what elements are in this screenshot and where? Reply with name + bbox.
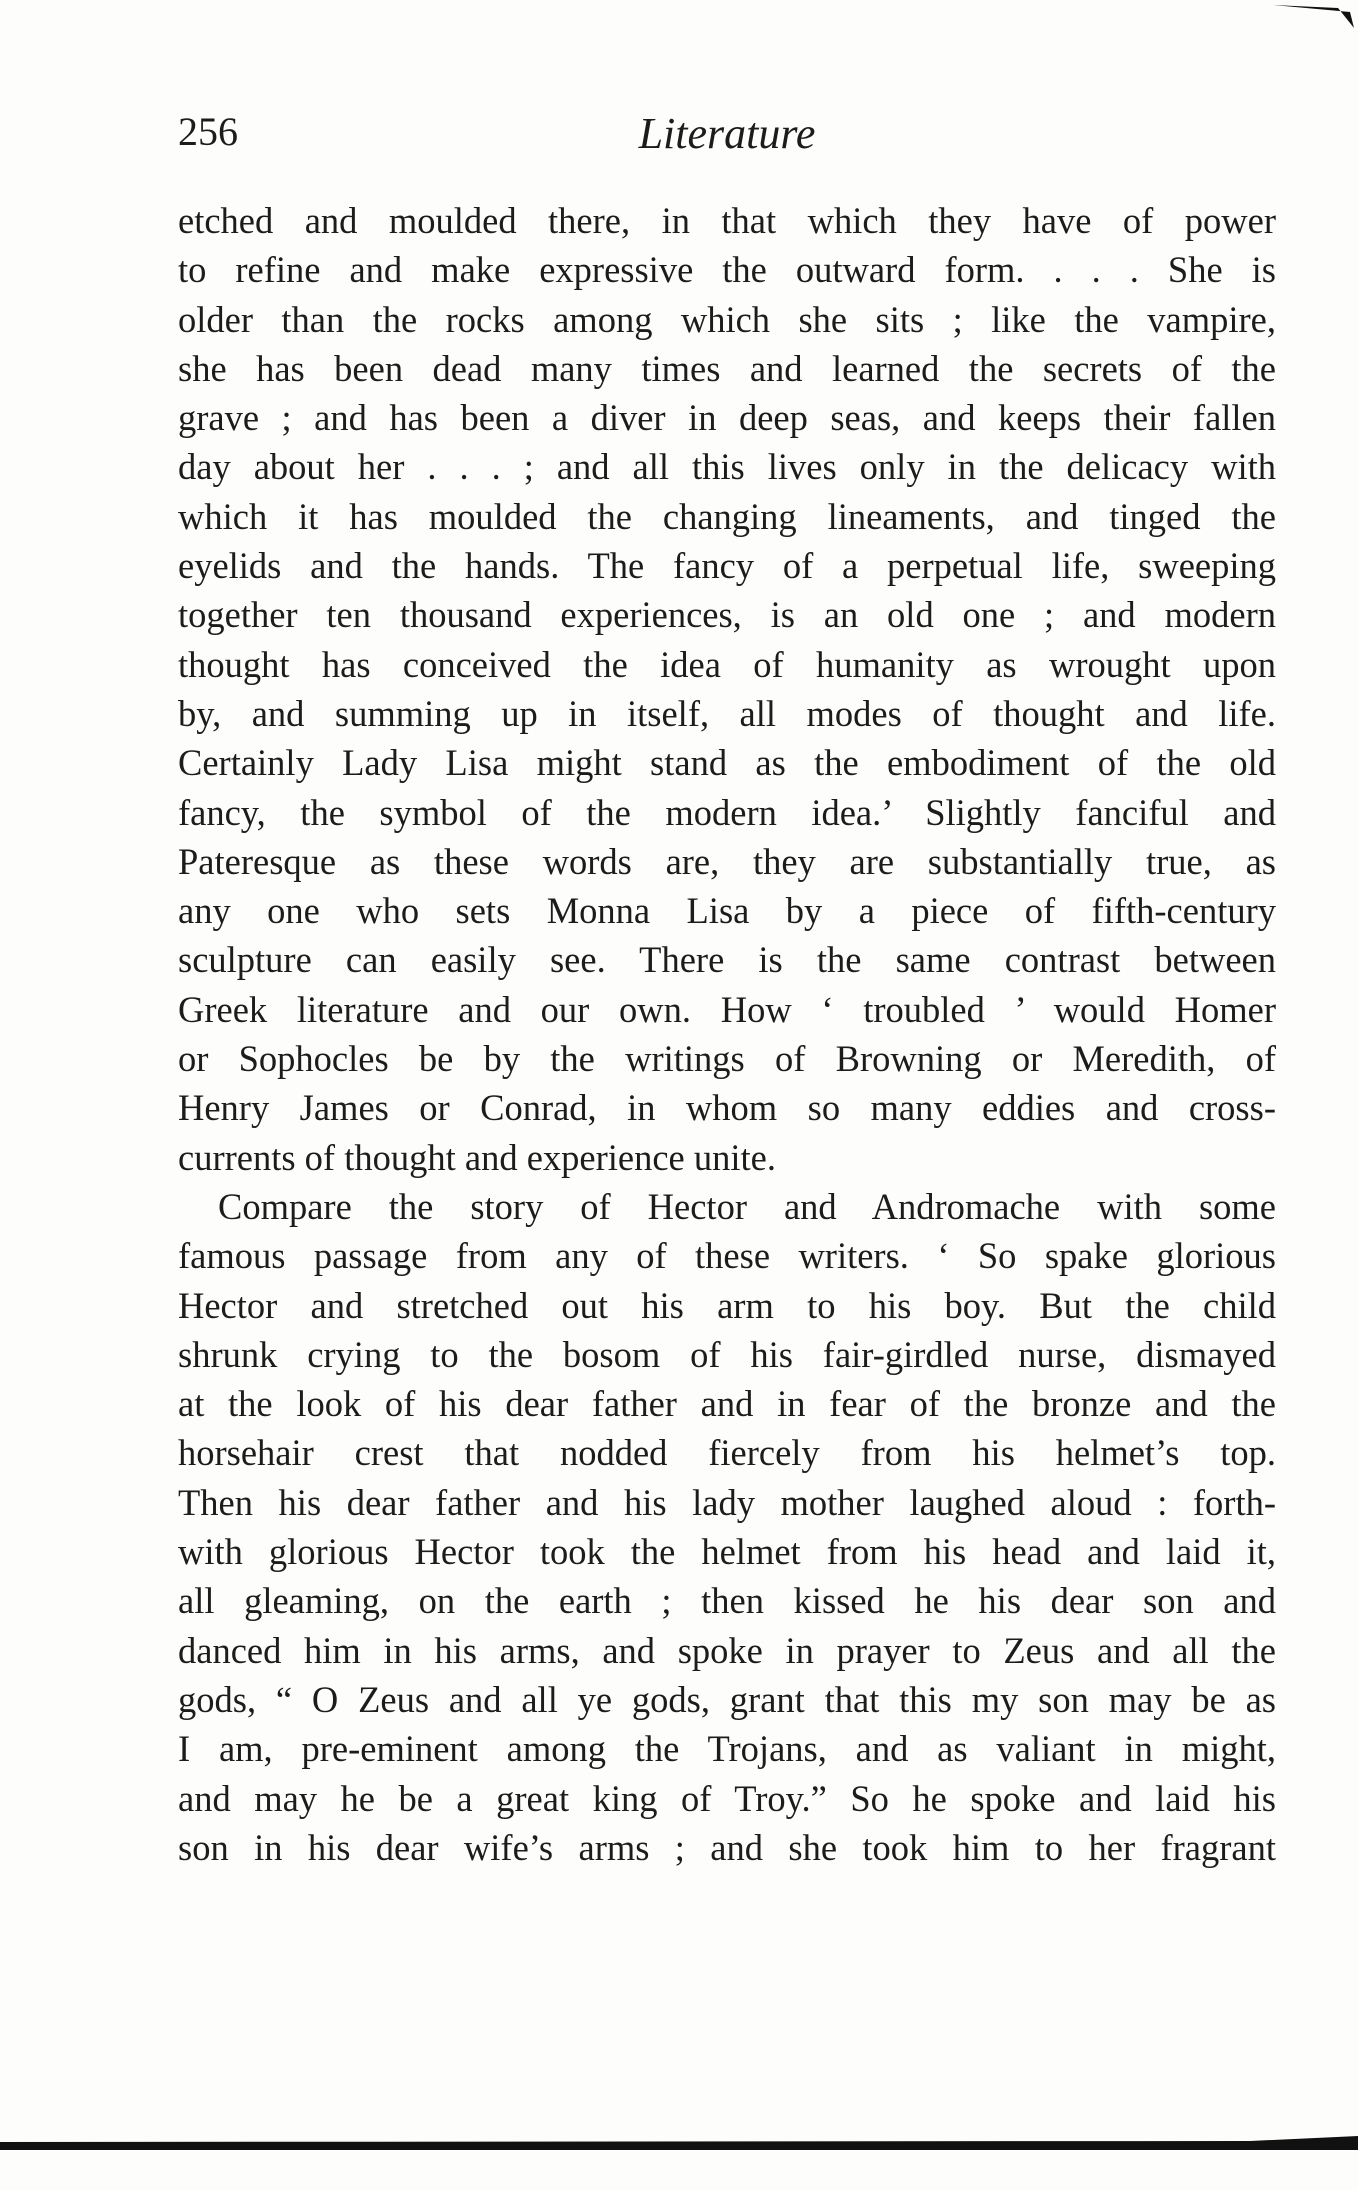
text-line: son in his dear wife’s arms ; and she took him to her fragrant [178, 1826, 1276, 1868]
text-line: together ten thousand experiences, is an old one ; and modern [178, 594, 1276, 636]
text-line: and may he be a great king of Troy.” So he spoke and laid his [178, 1777, 1276, 1819]
text-line: any one who sets Monna Lisa by a piece of fifth-century [178, 890, 1276, 932]
text-line: sculpture can easily see. There is the same contrast between [178, 939, 1276, 981]
bottom-edge-shadow [0, 2136, 1358, 2150]
text-line: danced him in his arms, and spoke in prayer to Zeus and all the [178, 1629, 1276, 1671]
text-line: grave ; and has been a diver in deep seas, and keeps their fallen [178, 397, 1276, 439]
text-line: older than the rocks among which she sits ; like the vampire, [178, 298, 1276, 340]
text-line: to refine and make expressive the outward form. . . . She is [178, 249, 1276, 291]
running-title: Literature [638, 109, 816, 158]
text-line: Compare the story of Hector and Andromache with some [218, 1185, 1276, 1227]
text-line: Certainly Lady Lisa might stand as the embodiment of the old [178, 742, 1276, 784]
corner-mark [1268, 0, 1358, 30]
text-line: or Sophocles be by the writings of Browning or Meredith, of [178, 1038, 1276, 1080]
page-number: 256 [178, 109, 238, 154]
text-line: Then his dear father and his lady mother laughed aloud : forth- [178, 1481, 1276, 1523]
text-line: etched and moulded there, in that which they have of power [178, 200, 1276, 241]
text-line: fancy, the symbol of the modern idea.’ Slightly fanciful and [178, 791, 1276, 833]
text-line: thought has conceived the idea of humanity as wrought upon [178, 643, 1276, 685]
text-line: horsehair crest that nodded fiercely from his helmet’s top. [178, 1432, 1276, 1474]
text-line: which it has moulded the changing lineaments, and tinged the [178, 495, 1276, 537]
text-line: with glorious Hector took the helmet from his head and laid it, [178, 1531, 1276, 1573]
text-line: famous passage from any of these writers. ‘ So spake glorious [178, 1235, 1276, 1277]
text-line: all gleaming, on the earth ; then kissed he his dear son and [178, 1580, 1276, 1622]
text-line: I am, pre-eminent among the Trojans, and as valiant in might, [178, 1728, 1276, 1770]
text-line: at the look of his dear father and in fear of the bronze and the [178, 1383, 1276, 1425]
text-line: she has been dead many times and learned the secrets of the [178, 347, 1276, 389]
text-line: Pateresque as these words are, they are substantially true, as [178, 840, 1276, 882]
text-line: currents of thought and experience unite. [178, 1136, 776, 1178]
page-header [178, 108, 1276, 168]
text-line: Greek literature and our own. How ‘ troubled ’ would Homer [178, 988, 1276, 1030]
text-line: eyelids and the hands. The fancy of a perpetual life, sweeping [178, 545, 1276, 587]
text-line: Henry James or Conrad, in whom so many eddies and cross- [178, 1087, 1276, 1129]
text-line: gods, “ O Zeus and all ye gods, grant that this my son may be as [178, 1678, 1276, 1720]
text-line: shrunk crying to the bosom of his fair-girdled nurse, dismayed [178, 1333, 1276, 1375]
text-line: by, and summing up in itself, all modes of thought and life. [178, 692, 1276, 734]
text-line: day about her . . . ; and all this lives only in the delicacy with [178, 446, 1276, 488]
body-text [178, 196, 1276, 1872]
text-line: Hector and stretched out his arm to his boy. But the child [178, 1284, 1276, 1326]
